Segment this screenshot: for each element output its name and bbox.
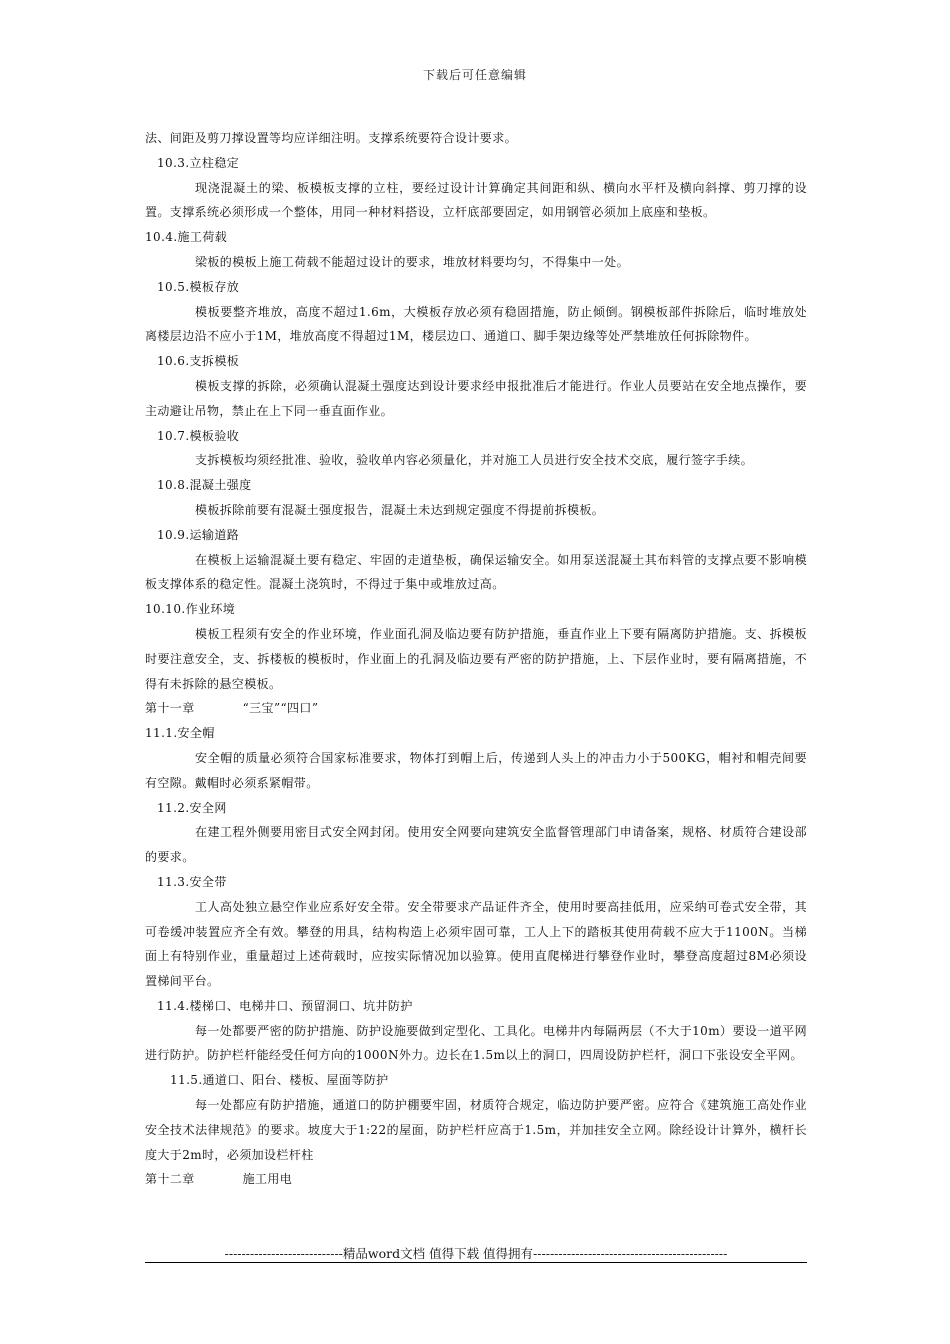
footer-rule — [145, 1262, 807, 1263]
body-paragraph: 模板支撑的拆除，必须确认混凝土强度达到设计要求经申报批准后才能进行。作业人员要站在安全地点操作，要主动避让吊物，禁止在上下同一垂直面作业。 — [145, 378, 807, 418]
section-heading: 11.3.安全带 — [157, 874, 227, 889]
section-heading: 11.5.通道口、阳台、楼板、屋面等防护 — [170, 1073, 389, 1088]
body-paragraph: 梁板的模板上施工荷载不能超过设计的要求，堆放材料要均匀，不得集中一处。 — [195, 254, 630, 269]
chapter-title: 施工用电 — [242, 1172, 293, 1187]
chapter-heading — [145, 696, 807, 721]
body-paragraph: 在建工程外侧要用密目式安全网封闭。使用安全网要向建筑安全监督管理部门申请备案，规格、材质符合建设部的要求。 — [145, 825, 807, 865]
body-paragraph: 支拆模板均须经批准、验收，验收单内容必须量化，并对施工人员进行安全技术交底，履行签字手续。 — [195, 453, 754, 468]
body-paragraph: 现浇混凝土的梁、板模板支撑的立柱，要经过设计计算确定其间距和纵、横向水平杆及横向斜撑、剪刀撑的设置。支撑系统必须形成一个整体，用同一种材料搭设，立杆底部要固定，如用钢管必须加上底座和垫板。 — [145, 180, 807, 220]
body-paragraph: 模板要整齐堆放，高度不超过1.6m，大模板存放必须有稳固措施，防止倾倒。钢模板部件拆除后，临时堆放处离楼层边沿不应小于1M，堆放高度不得超过1M，楼层边口、通道口、脚手架边缘等处严禁堆放任何拆除物件。 — [145, 304, 807, 344]
document-body — [145, 126, 807, 1192]
body-paragraph: 法、间距及剪刀撑设置等均应详细注明。支撑系统要符合设计要求。 — [145, 131, 518, 145]
body-paragraph: 安全帽的质量必须符合国家标准要求，物体打到帽上后，传递到人头上的冲击力小于500KG，帽衬和帽壳间要有空隙。戴帽时必须系紧帽带。 — [145, 750, 807, 790]
chapter-number: 第十二章 — [145, 1172, 195, 1187]
body-paragraph: 在模板上运输混凝土要有稳定、牢固的走道垫板，确保运输安全。如用泵送混凝土其布料管的支撑点要不影响模板支撑体系的稳定性。混凝土浇筑时，不得过于集中或堆放过高。 — [145, 552, 807, 592]
chapter-number: 第十一章 — [145, 701, 195, 716]
body-paragraph: 工人高处独立悬空作业应系好安全带。安全带要求产品证件齐全，使用时要高挂低用，应采纳可卷式安全带，其可卷缓冲装置应齐全有效。攀登的用具，结构构造上必须牢固可靠，工人上下的踏板其使用荷载不应大于1100N。当梯面上有特别作业，重量超过上述荷载时，应按实际情况加以验算。使用直爬梯进行攀登作业时，攀登高度超过8M必须设置梯间平台。 — [145, 899, 807, 989]
chapter-title: “三宝”“四口” — [242, 701, 319, 716]
section-heading: 10.10.作业环境 — [145, 602, 236, 617]
section-heading: 10.6.支拆模板 — [157, 354, 240, 369]
section-heading: 10.5.模板存放 — [157, 279, 240, 294]
body-paragraph: 模板工程须有安全的作业环境，作业面孔洞及临边要有防护措施，垂直作业上下要有隔离防护措施。支、拆模板时要注意安全，支、拆楼板的模板时，作业面上的孔洞及临边要有严密的防护措施，上、下层作业时，要有隔离措施，不得有未拆除的悬空模板。 — [145, 626, 807, 691]
section-heading: 10.9.运输道路 — [157, 527, 240, 542]
page-footer: ----------------------------精品word文档 值得下载 值得拥有---------------------------------------------- — [224, 1246, 728, 1261]
section-heading: 11.1.安全帽 — [145, 726, 215, 741]
body-paragraph: 每一处都要严密的防护措施、防护设施要做到定型化、工具化。电梯井内每隔两层（不大于10m）要设一道平网进行防护。防护栏杆能经受任何方向的1000N外力。边长在1.5m以上的洞口，四周设防护栏杆，洞口下张设安全平网。 — [145, 1023, 807, 1063]
section-heading: 10.7.模板验收 — [157, 428, 240, 443]
page-header: 下载后可任意编辑 — [422, 68, 527, 82]
section-heading: 10.3.立柱稳定 — [157, 155, 240, 170]
section-heading: 11.2.安全网 — [157, 800, 227, 815]
section-heading: 11.4.楼梯口、电梯井口、预留洞口、坑井防护 — [157, 998, 413, 1013]
section-heading: 10.4.施工荷载 — [145, 230, 228, 245]
body-paragraph: 每一处都应有防护措施，通道口的防护棚要牢固，材质符合规定，临边防护要严密。应符合《建筑施工高处作业安全技术法律规范》的要求。坡度大于1:22的屋面，防护栏杆应高于1.5m，并加挂安全立网。除经设计计算外，横杆长度大于2m时，必须加设栏杆柱 — [145, 1098, 807, 1162]
chapter-heading — [145, 1167, 807, 1192]
body-paragraph: 模板拆除前要有混凝土强度报告，混凝土未达到规定强度不得提前拆模板。 — [195, 502, 605, 517]
section-heading: 10.8.混凝土强度 — [157, 478, 252, 493]
